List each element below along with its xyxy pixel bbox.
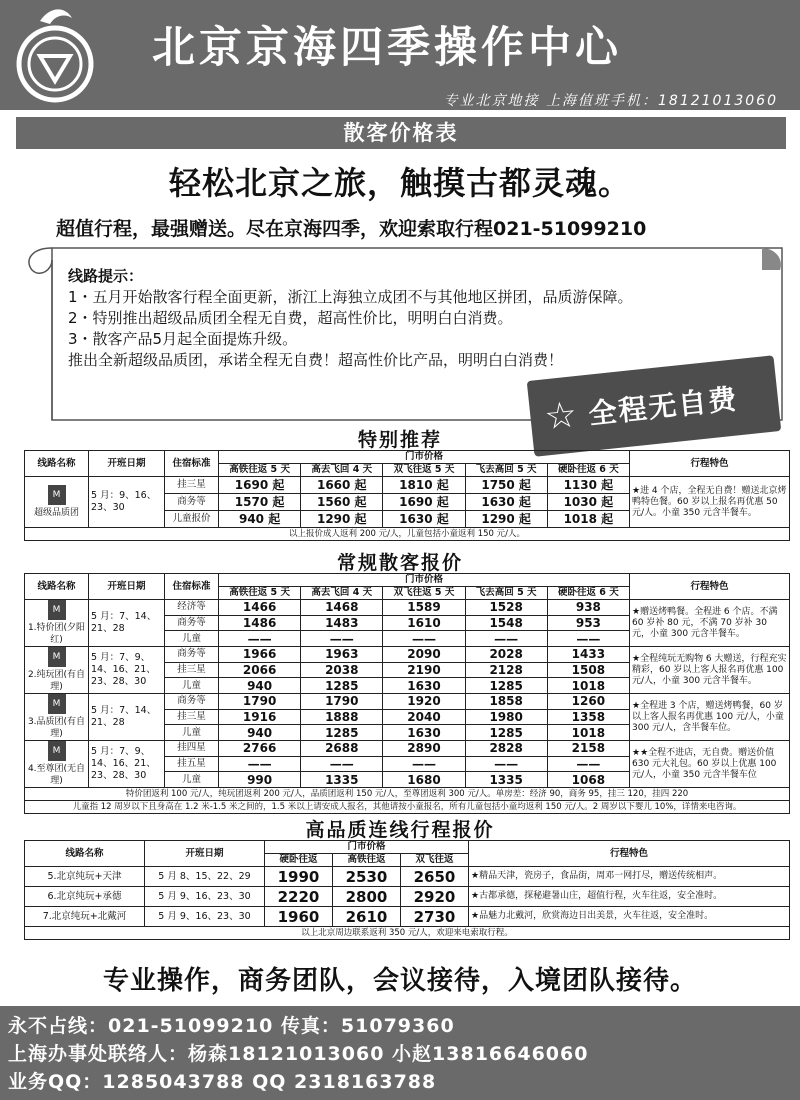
price-cell: 1966	[219, 647, 301, 663]
dates-cell: 5 月：9、16、23、30	[89, 477, 165, 528]
subcol: 双飞往返	[401, 854, 469, 867]
col-level: 住宿标准	[165, 451, 219, 477]
price-cell: 1466	[219, 600, 301, 616]
price-cell: 2530	[333, 867, 401, 887]
subcol: 飞去高回 5 天	[465, 587, 547, 600]
price-cell: 2040	[383, 709, 465, 725]
document-icon: M	[48, 647, 66, 667]
price-cell: 940	[219, 725, 301, 741]
price-cell: ——	[301, 631, 383, 647]
tip-item: 推出全新超级品质团，承诺全程无自费！超高性价比产品，明明白白消费！	[68, 351, 564, 369]
star-icon: ☆	[542, 393, 579, 438]
feature-cell: ★赠送烤鸭餐。全程进 6 个店。不满 60 岁补 80 元，不满 70 岁补 30 元，小童 300 元含半餐车。	[630, 600, 790, 647]
main-slogan: 轻松北京之旅，触摸古都灵魂。	[168, 164, 631, 202]
price-cell: 1916	[219, 709, 301, 725]
price-cell: 1790	[301, 694, 383, 710]
price-cell: 2066	[219, 662, 301, 678]
tip-item: 1・五月开始散客行程全面更新，浙江上海独立成团不与其他地区拼团，品质游保障。	[68, 288, 633, 306]
price-cell: 940	[219, 678, 301, 694]
route-name: 3.品质团(有自理)	[27, 717, 86, 739]
price-list-banner: 散客价格表	[16, 117, 786, 149]
price-cell: 1030 起	[547, 494, 629, 511]
route-tips	[68, 266, 633, 371]
price-cell: ——	[465, 631, 547, 647]
price-cell: 1130 起	[547, 477, 629, 494]
route-cell: 5.北京纯玩+天津	[25, 867, 145, 887]
contact-footer	[0, 1006, 800, 1100]
level-cell: 商务等	[165, 694, 219, 710]
col-feature: 行程特色	[469, 841, 790, 867]
feature-cell: ★精品天津，瓷房子，食品街，周邓一网打尽，赠送传统相声。	[469, 867, 790, 887]
subcol: 高铁往返	[333, 854, 401, 867]
regular-table	[24, 573, 790, 814]
price-cell: 1528	[465, 600, 547, 616]
level-cell: 挂三星	[165, 477, 219, 494]
price-cell: 2730	[401, 907, 469, 927]
level-cell: 挂四星	[165, 741, 219, 757]
price-cell: 1858	[465, 694, 547, 710]
price-cell: 2028	[465, 647, 547, 663]
price-cell: 1018	[547, 725, 629, 741]
subcol: 双飞往返 5 天	[383, 464, 465, 477]
dates-cell: 5 月 9、16、23、30	[145, 907, 265, 927]
price-cell: 1468	[301, 600, 383, 616]
price-cell: 2190	[383, 662, 465, 678]
price-cell: 1920	[383, 694, 465, 710]
qq-line: 业务QQ：1285043788 QQ 2318163788	[8, 1071, 437, 1093]
special-table	[24, 450, 790, 541]
dates-cell: 5 月：7、14、21、28	[89, 600, 165, 647]
price-cell: 1690 起	[383, 494, 465, 511]
col-price: 门市价格	[265, 841, 469, 854]
route-cell	[25, 694, 89, 741]
route-cell	[25, 647, 89, 694]
route-cell	[25, 741, 89, 788]
special-note: 以上报价成人返利 200 元/人，儿童包括小童返利 150 元/人。	[25, 528, 790, 541]
price-cell: ——	[465, 756, 547, 772]
subcol: 双飞往返 5 天	[383, 587, 465, 600]
subcol: 高去飞回 4 天	[301, 464, 383, 477]
route-name: 1.特价团(夕阳红)	[27, 623, 86, 645]
price-cell: 1290 起	[465, 511, 547, 528]
badge-label: 全程无自费	[587, 382, 740, 431]
service-slogan: 专业操作，商务团队，会议接待，入境团队接待。	[102, 966, 697, 996]
col-feature: 行程特色	[630, 451, 790, 477]
price-cell: 1285	[465, 678, 547, 694]
price-cell: 2766	[219, 741, 301, 757]
premium-note: 以上北京周边联系返利 350 元/人，欢迎来电索取行程。	[25, 927, 790, 940]
price-cell: 1570 起	[219, 494, 301, 511]
price-cell: 1990	[265, 867, 333, 887]
col-level: 住宿标准	[165, 574, 219, 600]
price-cell: 1260	[547, 694, 629, 710]
price-cell: ——	[547, 631, 629, 647]
price-cell: 1963	[301, 647, 383, 663]
special-title: 特别推荐	[357, 429, 442, 451]
price-cell: 1068	[547, 772, 629, 788]
price-cell: 1285	[301, 678, 383, 694]
document-icon: M	[48, 600, 66, 620]
phone-line: 永不占线：021-51099210 传真：51079360	[8, 1015, 455, 1037]
col-dates: 开班日期	[89, 574, 165, 600]
tip-item: 2・特别推出超级品质团全程无自费，超高性价比，明明白白消费。	[68, 309, 513, 327]
price-cell: 1285	[465, 725, 547, 741]
route-name: 超级品质团	[33, 508, 79, 518]
price-cell: 940 起	[219, 511, 301, 528]
price-cell: 1589	[383, 600, 465, 616]
level-cell: 儿童	[165, 725, 219, 741]
level-cell: 商务等	[165, 615, 219, 631]
feature-cell: ★全程纯玩无购物 6 大赠送，行程充实精彩，60 岁以上客人报名再优惠 100 元/人，小童 300 元含半餐车。	[630, 647, 790, 694]
price-cell: 2090	[383, 647, 465, 663]
level-cell: 挂三星	[165, 662, 219, 678]
price-cell: 1358	[547, 709, 629, 725]
price-cell: 1690 起	[219, 477, 301, 494]
price-cell: 1810 起	[383, 477, 465, 494]
price-cell: 2038	[301, 662, 383, 678]
price-cell: 1980	[465, 709, 547, 725]
price-cell: 1888	[301, 709, 383, 725]
document-icon: M	[48, 485, 66, 505]
price-cell: 2128	[465, 662, 547, 678]
feature-cell: ★品魅力北戴河，欣赏海边日出美景，火车往返，安全准时。	[469, 907, 790, 927]
regular-note: 儿童指 12 周岁以下且身高在 1.2 米-1.5 米之间的，1.5 米以上请安成人报名，其他请按小童报名，所有儿童包括小童均返利 150 元/人。2 周岁以下婴儿 10%，详情来电咨询。	[25, 801, 790, 814]
price-cell: 1290 起	[301, 511, 383, 528]
premium-title: 高品质连线行程报价	[305, 819, 495, 841]
level-cell: 挂三星	[165, 709, 219, 725]
price-cell: ——	[219, 631, 301, 647]
price-cell: 1285	[301, 725, 383, 741]
level-cell: 商务等	[165, 494, 219, 511]
route-cell: 7.北京纯玩+北戴河	[25, 907, 145, 927]
col-feature: 行程特色	[630, 574, 790, 600]
level-cell: 商务等	[165, 647, 219, 663]
price-cell: 1630 起	[383, 511, 465, 528]
col-price: 门市价格	[219, 451, 630, 464]
price-cell: 2158	[547, 741, 629, 757]
price-cell: 1433	[547, 647, 629, 663]
price-cell: 1018 起	[547, 511, 629, 528]
route-cell	[25, 477, 89, 528]
price-cell: 2220	[265, 887, 333, 907]
price-cell: 1486	[219, 615, 301, 631]
subcol: 硬卧往返	[265, 854, 333, 867]
level-cell: 儿童报价	[165, 511, 219, 528]
level-cell: 经济等	[165, 600, 219, 616]
price-cell: 1630	[383, 725, 465, 741]
level-cell: 儿童	[165, 678, 219, 694]
price-cell: 2920	[401, 887, 469, 907]
col-route: 线路名称	[25, 574, 89, 600]
col-dates: 开班日期	[145, 841, 265, 867]
price-cell: 1630	[383, 678, 465, 694]
route-cell: 6.北京纯玩+承德	[25, 887, 145, 907]
feature-cell: ★古都承德，探秘避暑山庄，超值行程，火车往返，安全准时。	[469, 887, 790, 907]
price-cell: 1790	[219, 694, 301, 710]
dates-cell: 5 月：7、9、14、16、21、23、28、30	[89, 741, 165, 788]
price-cell: 1335	[301, 772, 383, 788]
price-cell: 2828	[465, 741, 547, 757]
premium-table	[24, 840, 790, 940]
feature-cell: ★全程进 3 个店，赠送烤鸭餐，60 岁以上客人报名再优惠 100 元/人，小童 300 元/人，含半餐车位。	[630, 694, 790, 741]
price-cell: 1750 起	[465, 477, 547, 494]
regular-title: 常规散客报价	[336, 552, 463, 574]
dates-cell: 5 月 9、16、23、30	[145, 887, 265, 907]
price-cell: ——	[219, 756, 301, 772]
dates-cell: 5 月：7、14、21、28	[89, 694, 165, 741]
document-icon: M	[48, 694, 66, 714]
price-cell: 953	[547, 615, 629, 631]
subcol: 硬卧往返 6 天	[547, 587, 629, 600]
col-price: 门市价格	[219, 574, 630, 587]
dates-cell: 5 月 8、15、22、29	[145, 867, 265, 887]
price-cell: 990	[219, 772, 301, 788]
price-cell: 1508	[547, 662, 629, 678]
route-cell	[25, 600, 89, 647]
route-name: 4.至尊团(无自理)	[27, 764, 86, 786]
price-cell: ——	[383, 631, 465, 647]
tip-item: 3・散客产品5月起全面提炼升级。	[68, 330, 298, 348]
tips-title: 线路提示：	[68, 267, 144, 285]
price-cell: 1630 起	[465, 494, 547, 511]
price-cell: 1548	[465, 615, 547, 631]
feature-cell: ★★全程不进店，无自费。赠送价值 630 元大礼包。60 岁以上优惠 100 元/人，小童 350 元含半餐车位	[630, 741, 790, 788]
company-logo-icon	[10, 6, 100, 104]
price-cell: 1483	[301, 615, 383, 631]
col-route: 线路名称	[25, 451, 89, 477]
price-cell: 2688	[301, 741, 383, 757]
dates-cell: 5 月：7、9、14、16、21、23、28、30	[89, 647, 165, 694]
company-title: 北京京海四季操作中心	[152, 23, 622, 73]
price-cell: 938	[547, 600, 629, 616]
col-route: 线路名称	[25, 841, 145, 867]
col-dates: 开班日期	[89, 451, 165, 477]
price-cell: 1560 起	[301, 494, 383, 511]
price-cell: 1610	[383, 615, 465, 631]
regular-note: 特价团返利 100 元/人，纯玩团返利 200 元/人，品质团返利 150 元/人，至尊团返利 300 元/人。单房差：经济 90，商务 95，挂三 120，挂四 220	[25, 788, 790, 801]
header-bar	[0, 0, 800, 110]
price-cell: 2800	[333, 887, 401, 907]
price-cell: ——	[383, 756, 465, 772]
company-subtitle: 专业北京地接 上海值班手机：18121013060	[443, 93, 778, 109]
route-name: 2.纯玩团(有自理)	[27, 670, 86, 692]
subcol: 硬卧往返 6 天	[547, 464, 629, 477]
price-cell: 1335	[465, 772, 547, 788]
contact-person-line: 上海办事处联络人：杨森18121013060 小赵13816646060	[8, 1043, 589, 1065]
price-cell: 1018	[547, 678, 629, 694]
price-cell: 2650	[401, 867, 469, 887]
price-cell: ——	[547, 756, 629, 772]
subcol: 高铁往返 5 天	[219, 587, 301, 600]
sub-slogan: 超值行程，最强赠送。尽在京海四季，欢迎索取行程021-51099210	[56, 218, 647, 240]
level-cell: 儿童	[165, 772, 219, 788]
price-cell: 1680	[383, 772, 465, 788]
document-icon: M	[48, 741, 66, 761]
level-cell: 儿童	[165, 631, 219, 647]
price-cell: 2890	[383, 741, 465, 757]
price-cell: ——	[301, 756, 383, 772]
price-cell: 2610	[333, 907, 401, 927]
subcol: 高去飞回 4 天	[301, 587, 383, 600]
price-cell: 1960	[265, 907, 333, 927]
price-cell: 1660 起	[301, 477, 383, 494]
level-cell: 挂五星	[165, 756, 219, 772]
subcol: 飞去高回 5 天	[465, 464, 547, 477]
feature-cell: ★进 4 个店，全程无自费！赠送北京烤鸭特色餐。60 岁以上报名再优惠 50 元/人。小童 350 元含半餐车。	[630, 477, 790, 528]
subcol: 高铁往返 5 天	[219, 464, 301, 477]
